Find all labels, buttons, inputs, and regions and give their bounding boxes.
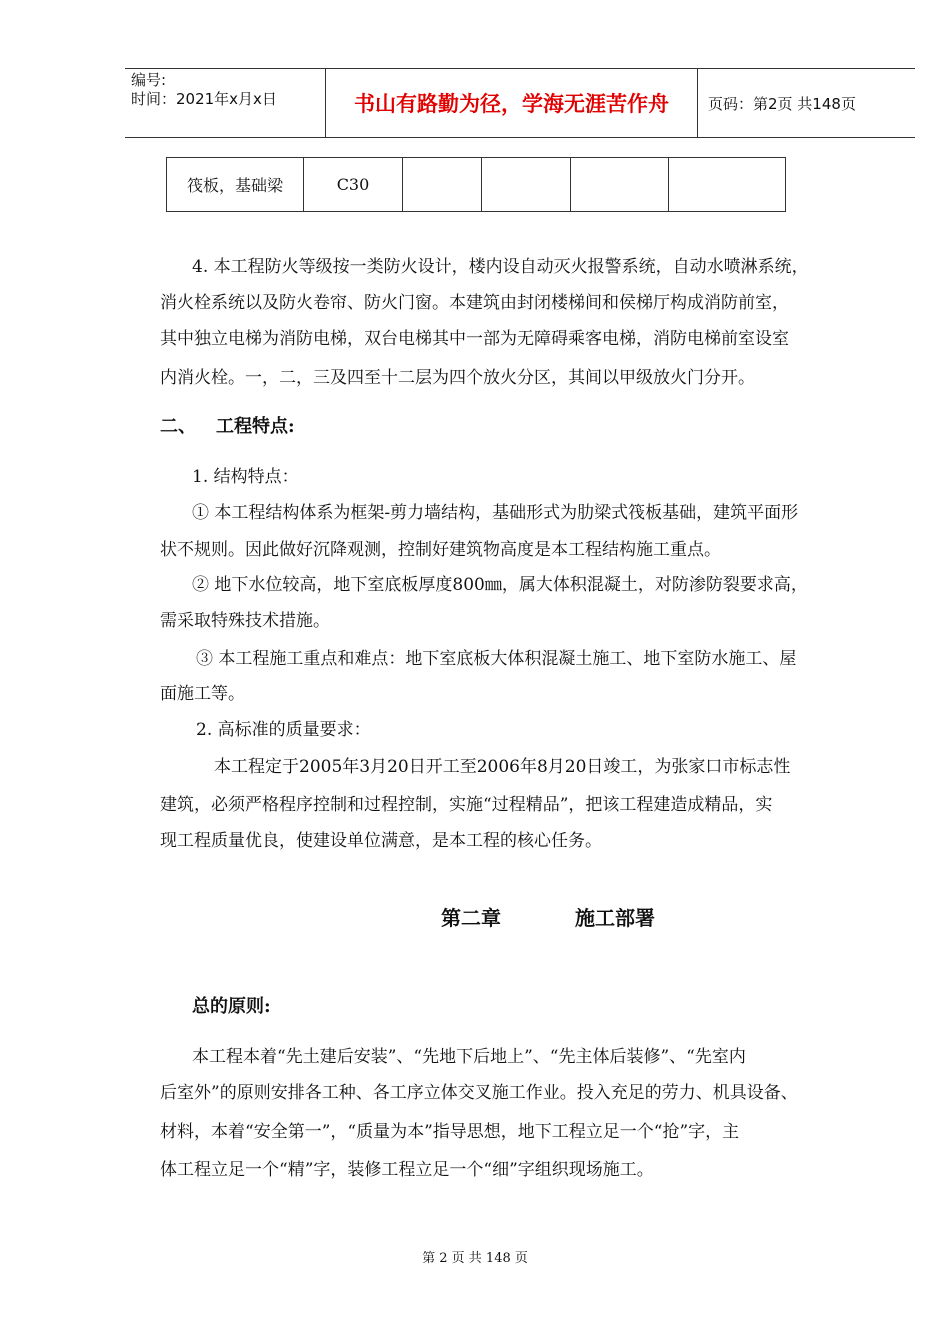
principle-line: 材料，本着“安全第一”，“质量为本”指导思想，地下工程立足一个“抢”字，主	[160, 1122, 740, 1142]
point2-line: 需采取特殊技术措施。	[160, 611, 330, 631]
time-label: 时间：2021年x月x日	[131, 90, 277, 108]
principle-line: 本工程本着“先土建后安装”、“先地下后地上”、“先主体后装修”、“先室内	[192, 1047, 746, 1067]
principle-line: 后室外”的原则安排各工种、各工序立体交叉施工作业。投入充足的劳力、机具设备、	[160, 1083, 798, 1103]
fire-line: 4. 本工程防火等级按一类防火设计，楼内设自动灭火报警系统，自动水喷淋系统，	[192, 257, 809, 277]
table-cell	[403, 158, 482, 212]
table-cell	[482, 158, 571, 212]
number-label: 编号:	[131, 71, 167, 89]
point3-line: ③ 本工程施工重点和难点：地下室底板大体积混凝土施工、地下室防水施工、屋	[196, 649, 797, 669]
principle-line: 体工程立足一个“精”字，装修工程立足一个“细”字组织现场施工。	[160, 1160, 654, 1180]
structure-title: 1. 结构特点：	[192, 467, 299, 487]
quality-title: 2. 高标准的质量要求：	[196, 720, 371, 740]
quality-line: 本工程定于2005年3月20日开工至2006年8月20日竣工，为张家口市标志性	[214, 757, 791, 777]
chapter-title: 施工部署	[575, 906, 655, 930]
table-row	[167, 158, 786, 212]
header-meta	[125, 69, 326, 137]
fire-line: 其中独立电梯为消防电梯，双台电梯其中一部为无障碍乘客电梯，消防电梯前室设室	[160, 329, 789, 349]
page-footer: 第 2 页 共 148 页	[422, 1251, 528, 1266]
header-motto: 书山有路勤为径，学海无涯苦作舟	[326, 69, 698, 137]
quality-line: 现工程质量优良，使建设单位满意，是本工程的核心任务。	[160, 831, 602, 851]
page-header	[125, 68, 915, 138]
point2-line: ② 地下水位较高，地下室底板厚度800㎜，属大体积混凝土，对防渗防裂要求高，	[192, 575, 808, 595]
table-cell	[571, 158, 669, 212]
section-heading-title: 工程特点:	[216, 416, 295, 437]
point1-line: ① 本工程结构体系为框架-剪力墙结构，基础形式为肋梁式筏板基础，建筑平面形	[192, 503, 799, 523]
principle-heading: 总的原则:	[192, 996, 271, 1017]
header-page-info: 页码：第2页 共148页	[708, 94, 856, 113]
table-cell-grade: C30	[304, 158, 403, 212]
table-cell-item: 筏板，基础梁	[167, 158, 304, 212]
section-heading-number: 二、	[160, 416, 196, 437]
fire-line: 内消火栓。一，二，三及四至十二层为四个放火分区，其间以甲级放火门分开。	[160, 368, 755, 388]
point3-line: 面施工等。	[160, 684, 245, 704]
quality-line: 建筑，必须严格程序控制和过程控制，实施“过程精品”，把该工程建造成精品，实	[160, 795, 773, 815]
table-cell	[669, 158, 786, 212]
concrete-grade-table	[166, 157, 786, 212]
chapter-number: 第二章	[441, 906, 501, 930]
fire-line: 消火栓系统以及防火卷帘、防火门窗。本建筑由封闭楼梯间和侯梯厅构成消防前室，	[160, 293, 789, 313]
point1-line: 状不规则。因此做好沉降观测，控制好建筑物高度是本工程结构施工重点。	[160, 540, 721, 560]
